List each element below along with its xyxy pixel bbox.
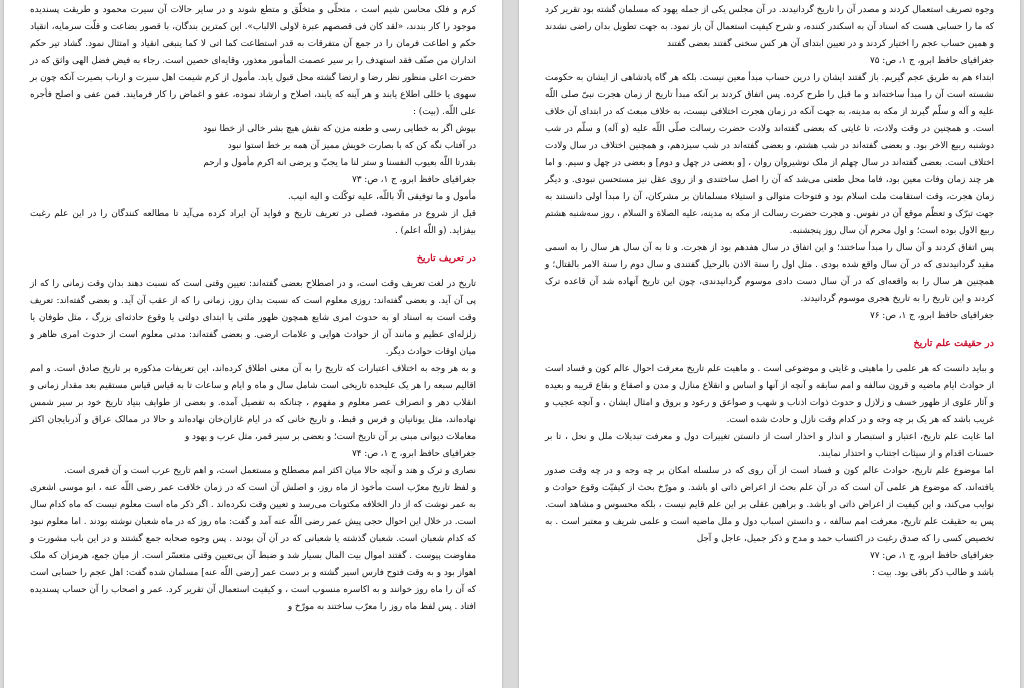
paragraph: اما غایت علم تاریخ، اعتبار و استبصار و انذار و احذار است از دانستن تغییرات دول و معرفت تبدیلات ملل و نحل ، تا بر حسنات اقدام و از سیئات اجتناب و احتذار نمایند. [545,432,994,459]
paragraph: کرم و فلک محاسن شیم است ، متحلّی و متخلّق و متطع شوند و در سایر حالات آن سیرت محمود و طریقت پسندیده موجود را کار بندند، «لقد کان فی قصصهم عبرة لاولی الالباب». این کمترین بندگان، با قصور بضاعت و قلّت سرمایه، انقیاد حکم و اطاعت فرمان را در جمع آن متفرقات به قدر استطاعت کما اتی لا کما ینبغی انقیاد و امتثال نمود. گشاد تیر حکم انداران من صنّف فقد استهدف را بر سیر عصمت المأمور معذور، وقایه‌ای حصین است. رجاء به فیض فضل الهی واثق که در حضرت اعلی منظور نظر رضا و ارتضا گشته محل قبول یابد. مأمول از کرم شیمت اهل سیرت و ارباب بصیرت آنکه چون بر سهوی یا خللی اطلاع یابند و هر آینه که یابند، اصلاح و ارشاد نموده، عفو و اغماض را کار فرمایند. فمن عفی و اصلح فأجره علی اللّه. (بیت) : [30,5,476,117]
page-reference: جغرافیای حافظ ابرو، ج ۱، ص: ۷۴ [352,449,476,459]
page-reference: جغرافیای حافظ ابرو، ج ۱، ص: ۷۵ [870,56,994,66]
paragraph: و به هر وجه به اختلاف اعتبارات که تاریخ را به آن معنی اطلاق کرده‌اند، این تعریفات مذکوره بر تاریخ صادق است. و امم اقالیم سبعه را هر یک علیحده تاریخی است شامل سال و ماه و ایام و ساعات تا به قیاس قیاس مستقیم بعد مقدار زمانی و انقلاب دهر و انصراف عصر معلوم و مفهوم ، چنانکه به تفصیل آمده. و بعضی از طوایف بنیاد تاریخ خود بر سیر شمس نهاده‌اند، مثل یونانیان و فرس و قبط، و تاریخ خانی که در ایام غازان‌خان نهاده‌اند و حالا در ممالک عراق و آذربایجان اکثر معاملات دیوانی مبنی بر آن تاریخ است؛ و بعضی بر سیر قمر، مثل عرب و یهود و [30,364,476,442]
paragraph: اما موضوع علم تاریخ، حوادث عالم کون و فساد است از آن روی که در سلسله امکان بر چه وجه و در چه وقت صدور یافته‌اند، که موضوع هر علمی آن است که در آن علم بحث از اعراض ذاتی او باشد. و مورّخ بحث از کیفیّت وقوع حوادث و نوایب می‌کند، و این کیفیت از اعراض ذاتی او باشد. و براهین عقلی بر این علم قایم نیست ، بلکه محسوس و مشاهد است. پس به حقیقت علم تاریخ، معرفت امم سالفه ، و دانستن اسباب دول و ملل ماضیه است و علمی شریف و معتبر است . به تخصیص کسی را که صدق رغبت در اکتساب حمد و مدح و ذکر جمیل، عاجل و آجل [545,466,994,544]
document-page-left [4,0,502,688]
paragraph: نصاری و ترک و هند و آنچه حالا میان اکثر امم مصطلح و مستعمل است، و اهم تاریخ عرب است و آن قمری است. [64,466,476,476]
paragraph: ابتداء هم به طریق عجم گیریم. باز گفتند ایشان را درین حساب مبدأ معین نیست. بلکه هر گاه پادشاهی از ایشان به حکومت نشسته است آن را مبدأ ساخته‌اند و ما قبل را طرح کرده. پس اتفاق کردند بر آنکه مبدأ تاریخ از زمان هجرت نبیّ صلی اللّه علیه و آله و سلّم گیرند از مکه به مدینه، به جهت آنکه در زمان هجرت اختلافی نیست، به خلاف مبعث که در ابتدای آن خلاف است. و همچنین در وقت ولادت، تا غایتی که بعضی گفته‌اند ولادت حضرت رسالت صلّی اللّه علیه (و آله) و سلّم در شب دوشنبه ربیع الاخر بود. و بعضی گفته‌اند در شب هشتم، و بعضی گفته‌اند در شب سیزدهم، و همچنین اختلاف در سال ولادت اختلاف است. بعضی گفته‌اند در سال چهلم از ملک نوشیروان روان ، [و بعضی در چهل و دوم] و بعضی در چهل و سیم. و اما هر چند زمان وفات معین بود، فاما محل طعنی می‌شد که آن را اصل ساختندی و از روی عقل نیز مستحسن نبودی. و دیگر زمان هجرت، وقت استقامت ملت اسلام بود و فتوحات متوالی و استیلاء مسلمانان بر مشرکان، آن را مبدأ اولی دانستند به جهت تبرّک و تعظّم موقع آن در نفوس. و هجرت حضرت رسالت از مکه به مدینه، علیه الصلاة و السلام ، روز سه‌شنبه هشتم ربیع الاول بوده است؛ و اول محرم آن سال روز پنجشنبه. [545,73,994,236]
verse-line: بپوش اگر به خطایی رسی و طعنه مزن که نقش هیچ بشر خالی از خطا نبود [203,124,476,134]
paragraph: پس اتفاق کردند و آن سال را مبدأ ساختند؛ و این اتفاق در سال هفدهم بود از هجرت. و تا به آن سال هر سال را به اسمی مقید گردانیدندی که در آن سال واقع شده بودی . مثل اول را سنة الاذن بالرحیل گفتندی و سال دوم را سنة الامر بالقتال؛ و همچنین هر سال را به واقعه‌ای که در آن سال دست دادی موسوم گردانیدندی، چون این تاریخ آنهاده شد آن قاعده ترک کردند و این تاریخ را به تاریخ هجری موسوم گردانیدند. [545,243,994,304]
verse-line: در آفتاب نگه کن که با بصارت خویش ممیز آن همه بر خط استوا نبود [227,141,476,151]
paragraph: باشد و طالب ذکر باقی بود. بیت : [872,568,994,578]
section-heading: در تعریف تاریخ [416,253,476,264]
document-page-right [519,0,1020,688]
paragraph: تاریخ در لغت تعریف وقت است، و در اصطلاح بعضی گفته‌اند: تعیین وقتی است که نسبت دهند بدان وقت زمانی را که از پی آن آید. و بعضی گفته‌اند: روزی معلوم است که نسبت بدان روز، زمانی را که از عقب آن آید. و بعضی گفته‌اند: تعریف وقت است به اسناد او به حدوث امری شایع همچون ظهور ملتی یا ابتدای دولتی یا وقوع حادثه‌ای بزرگ ، مثل طوفان یا زلزله‌ای عظیم و مانند آن از حوادث هوایی و علامات ارضی. و بعضی گفته‌اند: مدتی معلوم است از حدوث امری ظاهر و میان اوقات حوادث دیگر. [30,279,476,357]
page-right-text [545,2,994,582]
section-heading: در حقیقت علم تاریخ [913,338,994,349]
paragraph: و لفظ تاریخ معرّب است مأخوذ از ماه روز، و اصلش آن است که در زمان خلافت عمر رضی اللّه عنه ، ابو موسی اشعری به عمر نوشت که از دار الخلافه مکتوبات می‌رسد و تعیین وقت نکرده‌اند . اگر ذکر ماه است معلوم نیست که ماه کدام سال است. در خلال این احوال حجی پیش عمر رضی اللّه عنه آمد و گفت: ماه روز که در ماه شعبان نوشته بودند . اما معلوم نبود که کدام شعبان است. شعبان گذشته یا شعبانی که در آن آن بودند . پس وجوه صحابه جمع گشتند و در این باب مشورت و مفاوضت پیوست . گفتند اموال بیت المال بسیار شد و ضبط آن بی‌تعیین وقتی متعسّر است. از میان جمع، هرمزان که ملک اهواز بود و به وقت فتوح فارس اسیر گشته و بر دست عمر [رضی اللّه عنه] مسلمان شده گفت: اهل عجم را حسابی است که آن را ماه روز خوانند و به اکاسره منسوب است ، و کیفیت استعمال آن تقریر کرد. عمر و اصحاب را آن حساب پسندیده افتاد . پس لفظ ماه روز را معرّب ساختند به مورّخ و [30,483,476,612]
verse-line: بقدرتا اللّه بعیوب النفسنا و ستر لنا ما یجبّ و یرضی انه اکرم مأمول و ارحم [203,158,476,168]
paragraph: وجوه تصریف استعمال کردند و مصدر آن را تاریخ گردانیدند. در آن مجلس یکی از جمله یهود که مسلمان گشته بود تقریر کرد که ما را حسابی هست که اسناد آن به اسکندر کننده، و شرح کیفیت استعمال آن باز نمود. به جهت تطویل بدان راضی نشدند و همین حساب عجم را اختیار کردند و در تعیین ابتدای آن هر کس سخنی گفتند بعضی گفتند [545,5,994,49]
paragraph: قبل از شروع در مقصود، فصلی در تعریف تاریخ و فواید آن ایراد کرده می‌آید تا مطالعه کنندگان را در این علم رغبت بیفزاید. (و اللّه اعلم) . [30,209,476,236]
paragraph: مأمول و ما توفیقی الّا باللّه، علیه توکّلت و الیه انیب. [287,192,476,202]
paragraph: و بباید دانست که هر علمی را ماهیتی و غایتی و موضوعی است . و ماهیت علم تاریخ معرفت احوال عالم کون و فساد است از حوادث ایام ماضیه و قرون سالفه و امم سابقه و آنچه از آنها و اساس و انقلاع منازل و مدن و اصقاع و بقاع قریبه و بعیده و آثار علوی از ظهور خسف و زلازل و حدوث ذوات اذناب و شهب و صواعق و رعود و بروق و امثال ایشان ، و آنچه عجیب و غریب باشد که هر یک بر چه وجه و در کدام وقت نازل و حادث شده است. [545,364,994,425]
page-reference: جغرافیای حافظ ابرو، ج ۱، ص: ۷۷ [870,551,994,561]
page-reference: جغرافیای حافظ ابرو، ج ۱، ص: ۷۳ [352,175,476,185]
page-reference: جغرافیای حافظ ابرو، ج ۱، ص: ۷۶ [870,311,994,321]
page-left-text [30,2,476,616]
